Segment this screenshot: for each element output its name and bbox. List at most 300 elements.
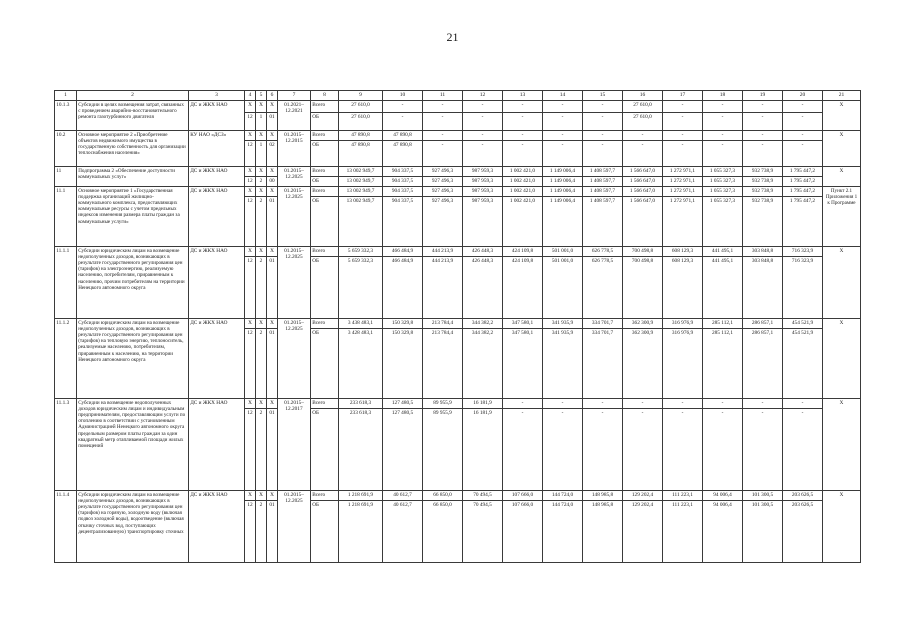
amount-cell: 213 784,4 [423,329,463,399]
table-row [55,319,861,329]
row-executor: ДС и ЖКХ НАО [189,101,245,131]
row-note: Х [823,491,861,563]
amount-cell: 1 149 006,4 [543,177,583,187]
column-number-cell: 3 [189,91,245,101]
code-cell: Х [256,187,267,197]
amount-cell: - [783,131,823,141]
amount-cell: - [503,141,543,167]
amount-cell: 1 002 421,0 [503,197,543,247]
amount-cell: - [463,131,503,141]
amount-cell: 608 129,3 [663,247,703,257]
amount-cell: 27 610,0 [339,101,383,113]
column-number-cell: 15 [583,91,623,101]
amount-cell: - [583,113,623,131]
amount-cell: 148 985,8 [583,501,623,563]
column-number-cell: 17 [663,91,703,101]
code-cell: 1 [256,113,267,131]
row-executor: ДС и ЖКХ НАО [189,167,245,187]
amount-cell: 1 218 691,9 [339,501,383,563]
row-name: Основное мероприятие 2 «Приобретение объектов недвижимого имущества в государственную собственность для организации теплоснабжения населения» [77,131,189,167]
column-number-cell: 6 [267,91,278,101]
table-row [55,167,861,177]
amount-cell: - [743,409,783,491]
amount-cell: 1 055 327,3 [703,187,743,197]
amount-cell: 444 213,9 [423,257,463,319]
amount-cell: 441 495,1 [703,257,743,319]
amount-cell: 40 612,7 [383,491,423,501]
amount-cell: 904 337,5 [383,197,423,247]
table-row [55,247,861,257]
amount-cell: - [583,399,623,409]
amount-cell: 303 848,8 [743,257,783,319]
amount-cell: 111 223,1 [663,501,703,563]
code-cell: 02 [267,141,278,167]
amount-cell: 334 701,7 [583,319,623,329]
column-number-cell: 13 [503,91,543,101]
row-name: Основное мероприятие 1 «Государственная поддержка организаций жилищно-коммунального комплекса, предоставляющих коммунальные ресурсы с учетом предельных индексов изменения размера платы граждан за коммунальные услуги» [77,187,189,247]
amount-cell: - [423,141,463,167]
amount-cell: - [503,101,543,113]
amount-cell: - [543,399,583,409]
amount-cell: 341 935,9 [543,329,583,399]
amount-cell: 101 300,5 [743,501,783,563]
amount-cell: 987 959,3 [463,187,503,197]
row-number: 11.1.1 [55,247,77,319]
amount-cell: 1 002 421,0 [503,177,543,187]
amount-cell: 904 337,5 [383,167,423,177]
row-period: 01.2015–12.2017 [278,399,311,491]
amount-cell: 716 323,9 [783,257,823,319]
amount-cell: 700 498,8 [623,257,663,319]
amount-cell: - [703,399,743,409]
amount-cell: - [463,141,503,167]
code-cell: Х [245,247,256,257]
amount-cell: - [703,101,743,113]
amount-cell: 148 985,8 [583,491,623,501]
amount-cell: 5 659 332,3 [339,257,383,319]
amount-cell: 441 495,1 [703,247,743,257]
row-note: Х [823,319,861,399]
row-note: Х [823,167,861,187]
amount-cell: 1 795 447,2 [783,187,823,197]
code-cell: Х [245,101,256,113]
amount-cell: 1 566 647,0 [623,187,663,197]
column-number-cell: 18 [703,91,743,101]
code-cell: 12 [245,197,256,247]
column-number-cell: 20 [783,91,823,101]
code-cell: 01 [267,329,278,399]
amount-cell: - [583,101,623,113]
amount-cell: 1 408 597,7 [583,197,623,247]
amount-cell: - [663,101,703,113]
amount-cell: 716 323,9 [783,247,823,257]
amount-cell: 426 448,3 [463,257,503,319]
amount-cell: - [543,131,583,141]
code-cell: Х [256,247,267,257]
row-period: 01.2015–12.2025 [278,187,311,247]
row-number: 11.1 [55,187,77,247]
amount-cell: 13 002 949,7 [339,177,383,187]
amount-cell: 1 566 647,0 [623,177,663,187]
amount-cell: 444 213,9 [423,247,463,257]
amount-cell: - [743,141,783,167]
amount-cell: 47 890,8 [339,141,383,167]
amount-cell: 1 795 447,2 [783,167,823,177]
amount-cell: 1 002 421,0 [503,167,543,177]
amount-cell: 927 496,3 [423,187,463,197]
code-cell: Х [267,187,278,197]
amount-cell: - [663,113,703,131]
code-cell: 12 [245,409,256,491]
amount-cell: 501 001,0 [543,247,583,257]
amount-cell: 101 300,5 [743,491,783,501]
code-cell: 2 [256,329,267,399]
table-row [55,491,861,501]
amount-cell: 1 272 971,1 [663,177,703,187]
amount-cell: 626 778,5 [583,257,623,319]
code-cell: Х [267,131,278,141]
row-note: Х [823,399,861,491]
code-cell: 01 [267,113,278,131]
funding-kind: Всего [311,491,339,501]
amount-cell: - [743,101,783,113]
amount-cell: - [383,101,423,113]
amount-cell: - [623,131,663,141]
funding-kind: Всего [311,319,339,329]
column-number-cell: 21 [823,91,861,101]
amount-cell: - [703,131,743,141]
funding-kind: ОБ [311,329,339,399]
table-row [55,187,861,197]
amount-cell: 127 480,5 [383,399,423,409]
amount-cell: - [783,101,823,113]
amount-cell: 987 959,3 [463,167,503,177]
code-cell: 12 [245,329,256,399]
row-number: 11 [55,167,77,187]
row-period: 01.2015–12.2025 [278,247,311,319]
amount-cell: 285 112,1 [703,319,743,329]
amount-cell: 13 002 949,7 [339,197,383,247]
code-cell: 12 [245,113,256,131]
amount-cell: 66 850,0 [423,491,463,501]
amount-cell: 341 935,9 [543,319,583,329]
amount-cell: 1 795 447,2 [783,177,823,187]
code-cell: Х [256,101,267,113]
row-number: 11.1.2 [55,319,77,399]
code-cell: Х [256,491,267,501]
code-cell: 2 [256,257,267,319]
column-number-row [55,91,861,101]
amount-cell: 362 300,9 [623,329,663,399]
row-note: Пункт 2.1 Приложения 1 к Программе [823,187,861,247]
row-name: Субсидии юридическим лицам на возмещение недополученных доходов, возникающих в результате государственного регулирования цен (тарифов) на электроэнергию, реализуемую населению, потребителям, приравненным к населению, прочим потребителям на территории Ненецкого автономного округа [77,247,189,319]
amount-cell: 1 566 647,0 [623,197,663,247]
amount-cell: 3 428 483,1 [339,329,383,399]
code-cell: Х [245,399,256,409]
amount-cell: 904 337,5 [383,177,423,187]
amount-cell: - [743,113,783,131]
row-executor: ДС и ЖКХ НАО [189,491,245,563]
amount-cell: 285 112,1 [703,329,743,399]
amount-cell: 89 955,9 [423,409,463,491]
amount-cell: 1 055 327,3 [703,177,743,187]
code-cell: 2 [256,177,267,187]
amount-cell: - [623,399,663,409]
amount-cell: 362 300,9 [623,319,663,329]
amount-cell: 426 448,3 [463,247,503,257]
amount-cell: - [783,409,823,491]
code-cell: 2 [256,409,267,491]
code-cell: Х [245,319,256,329]
amount-cell: - [703,113,743,131]
amount-cell: - [503,113,543,131]
amount-cell: 1 055 327,3 [703,167,743,177]
row-number: 10.1.3 [55,101,77,131]
column-number-cell: 11 [423,91,463,101]
code-cell: 01 [267,409,278,491]
funding-kind: ОБ [311,501,339,563]
row-name: Субсидии на возмещение недополученных доходов юридическим лицам и индивидуальным предпринимателям, предоставляющим услуги по отоплению в соответствии с установленным Администрацией Ненецкого автономного округа предельным размером платы граждан за один квадратный метр отапливаемой площади жилых помещений [77,399,189,491]
amount-cell: 454 521,9 [783,329,823,399]
amount-cell: 13 002 949,7 [339,187,383,197]
row-period: 01.2015–12.2025 [278,167,311,187]
amount-cell: - [663,131,703,141]
amount-cell: 927 496,3 [423,177,463,187]
row-executor: ДС и ЖКХ НАО [189,247,245,319]
amount-cell: - [423,101,463,113]
column-number-cell: 12 [463,91,503,101]
amount-cell: 1 149 006,4 [543,187,583,197]
amount-cell: - [663,141,703,167]
amount-cell: - [623,409,663,491]
amount-cell: 47 890,8 [339,131,383,141]
amount-cell: 1 149 006,4 [543,197,583,247]
funding-kind: ОБ [311,177,339,187]
amount-cell: 927 496,3 [423,197,463,247]
funding-kind: Всего [311,399,339,409]
amount-cell: 1 272 971,1 [663,197,703,247]
code-cell: 2 [256,197,267,247]
amount-cell: 27 610,0 [623,101,663,113]
amount-cell: - [463,101,503,113]
funding-kind: Всего [311,247,339,257]
amount-cell: 904 337,5 [383,187,423,197]
column-number-cell: 16 [623,91,663,101]
amount-cell: 16 181,9 [463,399,503,409]
amount-cell: 89 955,9 [423,399,463,409]
page-number: 21 [446,30,459,44]
row-note: Х [823,101,861,131]
amount-cell: 286 857,1 [743,319,783,329]
column-number-cell: 4 [245,91,256,101]
amount-cell: - [463,113,503,131]
code-cell: Х [245,491,256,501]
funding-kind: Всего [311,101,339,113]
amount-cell: 347 580,1 [503,319,543,329]
amount-cell: - [703,409,743,491]
amount-cell: 5 659 332,3 [339,247,383,257]
amount-cell: - [543,101,583,113]
amount-cell: 150 329,8 [383,319,423,329]
amount-cell: 233 618,3 [339,409,383,491]
amount-cell: - [543,409,583,491]
amount-cell: 987 959,3 [463,197,503,247]
column-number-cell: 1 [55,91,77,101]
amount-cell: - [783,399,823,409]
amount-cell: 27 610,0 [339,113,383,131]
amount-cell: 424 109,8 [503,257,543,319]
amount-cell: 129 202,4 [623,501,663,563]
code-cell: 12 [245,177,256,187]
amount-cell: 127 480,5 [383,409,423,491]
code-cell: Х [256,131,267,141]
amount-cell: 70 494,5 [463,501,503,563]
amount-cell: - [583,131,623,141]
amount-cell: - [423,131,463,141]
amount-cell: 1 002 421,0 [503,187,543,197]
code-cell: Х [245,167,256,177]
row-name: Субсидии юридическим лицам на возмещение недополученных доходов, возникающих в результате государственного регулирования цен (тарифов) на горячую, холодную воду (включая подвоз холодной воды), водоотведение (включая откачку сточных вод, поступающих децентрализованную) транспортировку сточных [77,491,189,563]
amount-cell: 70 494,5 [463,491,503,501]
code-cell: Х [267,399,278,409]
amount-cell: 932 738,9 [743,167,783,177]
row-period: 01.2021–12.2021 [278,101,311,131]
amount-cell: 626 778,5 [583,247,623,257]
amount-cell: 1 272 971,1 [663,187,703,197]
funding-kind: ОБ [311,257,339,319]
amount-cell: 1 055 327,3 [703,197,743,247]
row-note: Х [823,247,861,319]
amount-cell: 424 109,8 [503,247,543,257]
amount-cell: 466 484,9 [383,257,423,319]
column-number-cell: 7 [278,91,311,101]
row-name: Субсидии юридическим лицам на возмещение недополученных доходов, возникающих в результате государственного регулирования цен (тарифов) на тепловую энергию, теплоноситель, реализуемые населению, потребителям, приравненным к населению, на территории Ненецкого автономного округа [77,319,189,399]
funding-kind: Всего [311,167,339,177]
column-number-cell: 19 [743,91,783,101]
amount-cell: 213 784,4 [423,319,463,329]
amount-cell: 47 890,8 [383,141,423,167]
amount-cell: 987 959,3 [463,177,503,187]
amount-cell: 3 438 483,1 [339,319,383,329]
amount-cell: 144 724,0 [543,491,583,501]
code-cell: Х [267,319,278,329]
row-note: Х [823,131,861,167]
row-executor: ДС и ЖКХ НАО [189,399,245,491]
amount-cell: 466 484,9 [383,247,423,257]
code-cell: Х [267,247,278,257]
amount-cell: - [703,141,743,167]
funding-kind: ОБ [311,409,339,491]
row-executor: ДС и ЖКХ НАО [189,187,245,247]
amount-cell: 1 149 006,4 [543,167,583,177]
amount-cell: 316 976,9 [663,319,703,329]
code-cell: Х [256,319,267,329]
budget-table-wrapper [54,90,860,563]
row-name: Субсидии в целях возмещения затрат, связанных с проведением аварийно-восстановительного ремонта газотурбинного двигателя [77,101,189,131]
table-row [55,399,861,409]
funding-kind: ОБ [311,141,339,167]
row-number: 10.2 [55,131,77,167]
code-cell: Х [245,131,256,141]
amount-cell: 932 738,9 [743,197,783,247]
column-number-cell: 2 [77,91,189,101]
amount-cell: 1 566 647,0 [623,167,663,177]
code-cell: 00 [267,177,278,187]
amount-cell: 344 382,2 [463,329,503,399]
amount-cell: - [663,399,703,409]
code-cell: 1 [256,141,267,167]
amount-cell: 27 610,0 [623,113,663,131]
amount-cell: - [623,141,663,167]
row-period: 01.2015–12.2025 [278,491,311,563]
amount-cell: - [503,131,543,141]
amount-cell: 40 612,7 [383,501,423,563]
amount-cell: 203 626,5 [783,491,823,501]
amount-cell: - [583,141,623,167]
amount-cell: 111 223,1 [663,491,703,501]
row-number: 11.1.4 [55,491,77,563]
amount-cell: 932 738,9 [743,187,783,197]
funding-kind: ОБ [311,197,339,247]
amount-cell: 144 724,0 [543,501,583,563]
code-cell: Х [267,101,278,113]
amount-cell: 303 848,8 [743,247,783,257]
amount-cell: 150 329,8 [383,329,423,399]
amount-cell: 1 408 597,7 [583,177,623,187]
amount-cell: 13 002 949,7 [339,167,383,177]
row-name: Подпрограмма 2 «Обеспечение доступности коммунальных услуг» [77,167,189,187]
amount-cell: - [543,113,583,131]
amount-cell: 107 666,0 [503,491,543,501]
amount-cell: 608 129,3 [663,257,703,319]
code-cell: 12 [245,257,256,319]
amount-cell: 94 006,4 [703,491,743,501]
amount-cell: 1 218 691,9 [339,491,383,501]
budget-table [54,90,861,563]
code-cell: Х [256,399,267,409]
amount-cell: 1 272 971,1 [663,167,703,177]
code-cell: 01 [267,501,278,563]
amount-cell: - [783,141,823,167]
amount-cell: 16 181,9 [463,409,503,491]
amount-cell: 316 976,9 [663,329,703,399]
amount-cell: 286 857,1 [743,329,783,399]
amount-cell: - [743,131,783,141]
amount-cell: - [783,113,823,131]
amount-cell: 203 626,5 [783,501,823,563]
amount-cell: 347 580,1 [503,329,543,399]
amount-cell: 129 202,4 [623,491,663,501]
column-number-cell: 9 [339,91,383,101]
amount-cell: - [543,141,583,167]
amount-cell: - [423,113,463,131]
amount-cell: 233 618,3 [339,399,383,409]
amount-cell: 107 666,0 [503,501,543,563]
column-number-cell: 10 [383,91,423,101]
funding-kind: Всего [311,187,339,197]
amount-cell: - [743,399,783,409]
amount-cell: 927 496,3 [423,167,463,177]
amount-cell: 94 006,4 [703,501,743,563]
row-period: 01.2015–12.2025 [278,319,311,399]
column-number-cell: 14 [543,91,583,101]
code-cell: 01 [267,197,278,247]
code-cell: Х [256,167,267,177]
funding-kind: ОБ [311,113,339,131]
amount-cell: 1 408 597,7 [583,187,623,197]
amount-cell: 932 738,9 [743,177,783,187]
row-executor: КУ НАО «ДСЗ» [189,131,245,167]
